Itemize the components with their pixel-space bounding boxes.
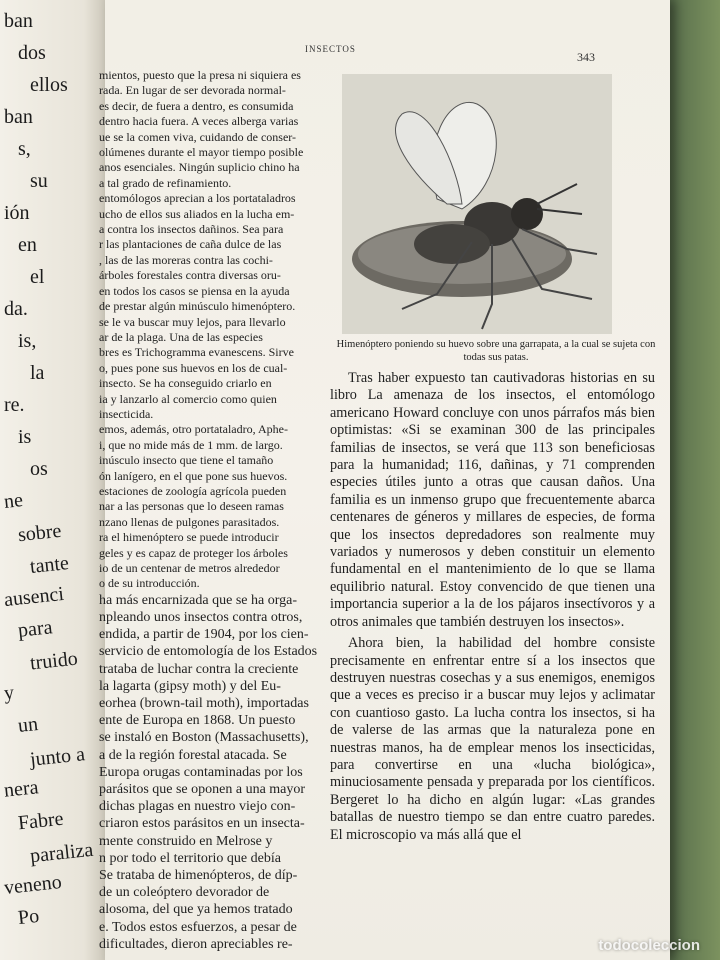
left-page-fragment: ión (4, 202, 30, 224)
left-page-fragment: is (18, 426, 32, 448)
text-line: estaciones de zoología agrícola pueden (99, 483, 287, 498)
left-page-fragment: s, (18, 138, 31, 160)
text-line: ha más encarnizada que se ha orga- (99, 592, 297, 608)
text-line: npleando unos insectos contra otros, (99, 610, 303, 626)
right-page (99, 0, 670, 960)
text-line: insecticida. (99, 406, 154, 421)
text-line: dificultades, dieron apreciables re- (99, 936, 293, 952)
right-column-text (330, 370, 655, 844)
text-line: anos esenciales. Ningún suplicio chino ha (99, 160, 300, 175)
left-page-fragment: re. (4, 394, 25, 416)
text-line: parásitos que se oponen a una mayor (99, 782, 306, 798)
text-line: ra el himenóptero se puede introducir (99, 530, 279, 545)
text-line: mente construido en Melrose y (99, 833, 273, 849)
text-line: n por todo el territorio que debía (99, 850, 281, 866)
left-page-fragment: tante (28, 552, 70, 578)
left-column-text (99, 68, 327, 953)
watermark: todocoleccion (598, 937, 700, 954)
text-line: entomólogos aprecian a los portataladros (99, 191, 296, 206)
text-line: de prestar algún minúsculo himenóptero. (99, 299, 296, 314)
text-line: criaron estos parásitos en un insecta- (99, 816, 305, 832)
left-page-fragment: para (16, 616, 54, 642)
left-page-fragment: is, (18, 330, 37, 352)
text-line: árboles forestales contra diversas oru- (99, 268, 281, 283)
left-page-fragment: junto a (28, 743, 86, 771)
text-line: ia y lanzarlo al comercio como quien (99, 391, 277, 406)
text-line: o de su introducción. (99, 576, 200, 591)
left-page-fragment: truido (28, 647, 79, 675)
text-line: endida, a partir de 1904, por los cien- (99, 627, 309, 643)
text-line: eorhea (brown-tail moth), importadas (99, 696, 309, 712)
left-page-fragment: da. (4, 298, 28, 320)
left-page-fragment: os (30, 458, 48, 480)
text-line: r las plantaciones de caña dulce de las (99, 237, 282, 252)
text-line: se instaló en Boston (Massachusetts), (99, 730, 309, 746)
left-page-fragment: en (18, 234, 37, 256)
page-number: 343 (577, 50, 595, 64)
left-page-fragment: ellos (30, 74, 68, 96)
left-page-fragment: ausenci (2, 582, 65, 612)
text-line: ón lanígero, en el que pone sus huevos. (99, 468, 288, 483)
text-line: nzano llenas de pulgones parasitados. (99, 514, 280, 529)
text-line: i, que no mide más de 1 mm. de largo. (99, 437, 283, 452)
left-page-fragment: el (30, 266, 45, 288)
text-line: de un coleóptero devorador de (99, 885, 270, 901)
text-line: se le va buscar muy lejos, para llevarlo (99, 314, 286, 329)
text-line: , las de las moreras contra las cochi- (99, 252, 273, 267)
left-page-fragment: ban (4, 106, 33, 128)
text-line: la lagarta (gipsy moth) y del Eu- (99, 678, 281, 694)
left-page-fragment: la (30, 362, 45, 384)
text-line: ucho de ellos sus aliados en la lucha em- (99, 206, 295, 221)
text-line: mientos, puesto que la presa ni siquiera es (99, 68, 301, 82)
left-page-fragment: ne (2, 489, 24, 513)
text-line: es decir, de fuera a dentro, es consumida (99, 98, 294, 113)
text-line: alosoma, del que ya hemos tratado (99, 902, 293, 918)
text-line: o, pues pone sus huevos en los de cual- (99, 360, 288, 375)
text-line: rada. En lugar de ser devorada normal- (99, 83, 286, 98)
text-line: Se trataba de himenópteros, de díp- (99, 868, 298, 884)
left-page-fragment: y (2, 681, 16, 705)
text-line: trataba de luchar contra la creciente (99, 661, 299, 677)
running-head: INSECTOS (305, 44, 356, 54)
text-line: en todos los casos se piensa en la ayuda (99, 283, 290, 298)
left-page-fragment: Po (16, 904, 41, 930)
text-line: servicio de entomología de los Estados (99, 644, 318, 660)
text-line: ar de la plaga. Una de las especies (99, 329, 263, 344)
text-line: inúsculo insecto que tiene el tamaño (99, 453, 274, 468)
left-page-fragment: veneno (2, 871, 63, 899)
left-page-fragment: su (30, 170, 48, 192)
text-line: ente de Europa en 1868. Un puesto (99, 713, 296, 729)
left-page-fragment: paraliza (28, 838, 95, 868)
figure-caption: Himenóptero poniendo su huevo sobre una garrapata, a la cual se sujeta con todas sus patas. (336, 339, 656, 363)
text-line: dichas plagas en nuestro viejo con- (99, 799, 296, 815)
text-line: a tal grado de refinamiento. (99, 175, 232, 190)
text-line: bres es Trichogramma evanescens. Sirve (99, 345, 294, 360)
left-page-fragment: ban (4, 10, 33, 32)
text-line: olúmenes durante el mayor tiempo posible (99, 145, 304, 160)
text-line: io de un centenar de metros alrededor (99, 561, 280, 575)
text-line: geles y es capaz de proteger los árboles (99, 545, 288, 560)
text-line: insecto. Se ha conseguido criarlo en (99, 376, 272, 391)
text-line: a contra los insectos dañinos. Sea para (99, 222, 284, 237)
paragraph: Tras haber expuesto tan cautivadoras historias en su libro La amenaza de los insectos, el entomólogo americano Howard concluye con unos párrafos más bien optimistas: «Si se examinan 300 de las principales familias de insectos, se verá que 113 son beneficiosas para la humanidad; 116, dañinas, y 71 comprenden especies útiles junto a otras que causan daños. Una familia es un inmenso grupo que frecuentemente abarca centenares de géneros y millares de especies, de forma que los insectos depredadores son realmente muy variados y numerosos y deben constituir un elemento fundamental en el mantenimiento de lo que se llama equilibrio natural. Estoy convencido de que tienen una importancia superior a la de los pájaros insectívoros y a otros animales que también destruyen los insectos». (330, 370, 655, 630)
text-line: e. Todos estos esfuerzos, a pesar de (99, 919, 297, 935)
left-page-fragment: dos (18, 42, 46, 64)
text-line: nar a las personas que lo deseen ramas (99, 499, 284, 514)
left-page-fragment: nera (2, 776, 40, 802)
text-line: dentro hacia fuera. A veces alberga varias (99, 114, 299, 129)
text-line: ue se la comen viva, cuidando de conser- (99, 129, 297, 144)
left-page-fragment: un (16, 713, 40, 737)
text-line: emos, además, otro portataladro, Aphe- (99, 422, 288, 437)
paragraph: Ahora bien, la habilidad del hombre consiste precisamente en enfrentar entre sí a los insectos que destruyen nuestras cosechas y a sus enemigos, enemigos que a veces es preciso ir a buscar muy lejos y aclimatar con cuantioso gasto. La lucha contra los insectos, si ha de valerse de las armas que la naturaleza pone en nuestras manos, ha de emplear menos los insecticidas, para convertirse en una «lucha biológica», minuciosamente pensada y preparada por los científicos. Bergeret lo ha dicho en algún lugar: «Las grandes batallas de nuestro tiempo se dan entre cuatro paredes. El microscopio va más allá que el (330, 635, 655, 843)
wasp-on-tick-illustration (342, 74, 612, 334)
text-line: a de la región forestal atacada. Se (99, 747, 287, 763)
text-line: Europa orugas contaminadas por los (99, 764, 303, 780)
left-page-fragment: sobre (16, 519, 63, 547)
left-page-fragment: Fabre (16, 807, 65, 835)
